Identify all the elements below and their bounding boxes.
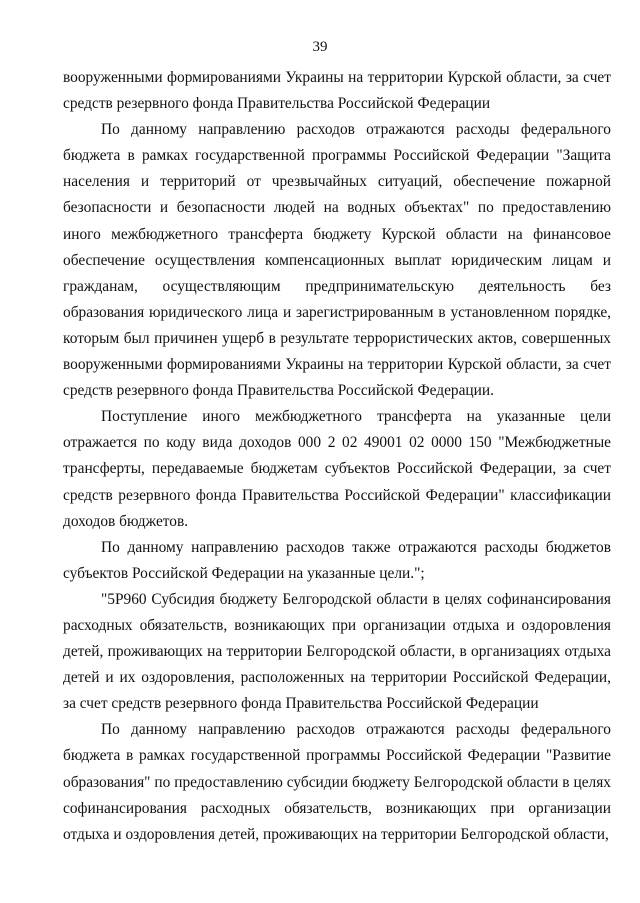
document-body — [63, 65, 611, 848]
paragraph-continuation: вооруженными формированиями Украины на территории Курской области, за счет средств резервного фонда Правительства Российской Федерации — [63, 69, 611, 113]
paragraph-5p960-heading: "5Р960 Субсидия бюджету Белгородской области в целях софинансирования расходных обязательств, возникающих при организации отдыха и оздоровления детей, проживающих на территории Белгородской области, в организациях отдыха детей и их оздоровления, расположенных на территории Российской Федерации, за счет средств резервного фонда Правительства Российской Федерации — [63, 590, 611, 713]
paragraph-kursk-expenses: По данному направлению расходов отражаются расходы федерального бюджета в рамках государственной программы Российской Федерации "Защита населения и территорий от чрезвычайных ситуаций, обеспечение пожарной безопасности и безопасности людей на водных объектах" по предоставлению иного межбюджетного трансферта бюджету Курской области на финансовое обеспечение осуществления компенсационных выплат юридическим лицам и гражданам, осуществляющим предпринимательскую деятельность без образования юридического лица и зарегистрированным в установленном порядке, которым был причинен ущерб в результате террористических актов, совершенных вооруженными формированиями Украины на территории Курской области, за счет средств резервного фонда Правительства Российской Федерации. — [63, 121, 611, 400]
paragraph-belgorod-expenses: По данному направлению расходов отражаются расходы федерального бюджета в рамках государственной программы Российской Федерации "Развитие образования" по предоставлению субсидии бюджету Белгородской области в целях софинансирования расходных обязательств, возникающих при организации отдыха и оздоровления детей, проживающих на территории Белгородской области, — [63, 721, 611, 843]
paragraph-regional-expenses: По данному направлению расходов также отражаются расходы бюджетов субъектов Российской Федерации на указанные цели."; — [63, 538, 611, 582]
paragraph-revenue-code: Поступление иного межбюджетного трансферта на указанные цели отражается по коду вида доходов 000 2 02 49001 02 0000 150 "Межбюджетные трансферты, передаваемые бюджетам субъектов Российской Федерации, за счет средств резервного фонда Правительства Российской Федерации" классификации доходов бюджетов. — [63, 408, 611, 530]
page-number: 39 — [312, 39, 328, 55]
